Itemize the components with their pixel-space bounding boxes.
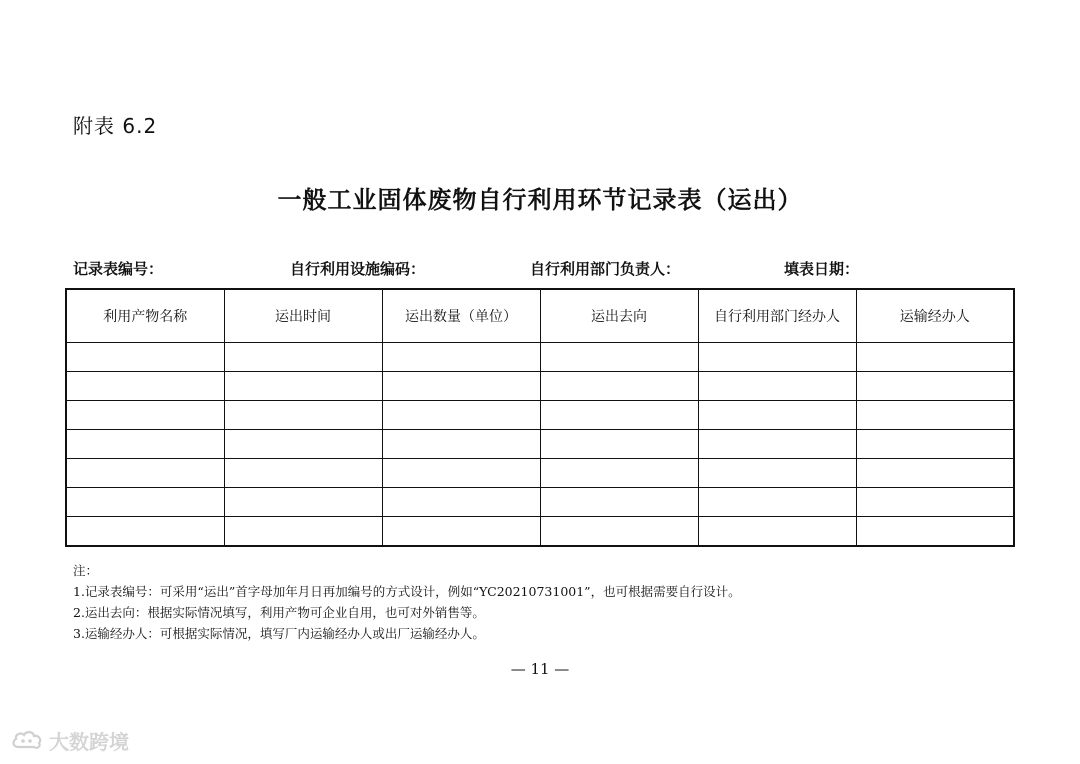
cloud-logo-icon bbox=[10, 729, 44, 753]
table-cell bbox=[382, 343, 540, 372]
table-header-row bbox=[66, 289, 1014, 343]
table-cell bbox=[856, 343, 1014, 372]
table-cell bbox=[698, 488, 856, 517]
table-cell bbox=[856, 372, 1014, 401]
column-header-product-name: 利用产物名称 bbox=[66, 289, 224, 343]
table-cell bbox=[698, 430, 856, 459]
note-item-1: 1.记录表编号：可采用“运出”首字母加年月日再加编号的方式设计，例如“YC20210731001”，也可根据需要自行设计。 bbox=[73, 584, 741, 599]
table-cell bbox=[856, 488, 1014, 517]
table-cell bbox=[698, 343, 856, 372]
table-cell bbox=[224, 343, 382, 372]
notes-section bbox=[73, 560, 741, 644]
table-cell bbox=[698, 401, 856, 430]
department-head-label: 自行利用部门负责人： bbox=[530, 260, 681, 278]
table-cell bbox=[382, 401, 540, 430]
table-cell bbox=[856, 430, 1014, 459]
table-cell bbox=[540, 372, 698, 401]
table-cell bbox=[382, 430, 540, 459]
facility-code-label: 自行利用设施编码： bbox=[290, 260, 426, 278]
table-cell bbox=[698, 517, 856, 547]
table-row bbox=[66, 372, 1014, 401]
table-cell bbox=[382, 488, 540, 517]
note-item-3: 3.运输经办人：可根据实际情况，填写厂内运输经办人或出厂运输经办人。 bbox=[73, 626, 485, 641]
table-cell bbox=[66, 430, 224, 459]
document-title: 一般工业固体废物自行利用环节记录表（运出） bbox=[277, 186, 803, 214]
table-cell bbox=[540, 401, 698, 430]
table-body bbox=[66, 343, 1014, 547]
table-cell bbox=[856, 459, 1014, 488]
note-item-2: 2.运出去向：根据实际情况填写，利用产物可企业自用，也可对外销售等。 bbox=[73, 605, 485, 620]
table-cell bbox=[224, 372, 382, 401]
table-cell bbox=[698, 459, 856, 488]
notes-heading: 注： bbox=[73, 563, 99, 578]
appendix-label: 附表 6.2 bbox=[73, 114, 158, 138]
column-header-department-handler: 自行利用部门经办人 bbox=[698, 289, 856, 343]
column-header-shipping-time: 运出时间 bbox=[224, 289, 382, 343]
column-header-destination: 运出去向 bbox=[540, 289, 698, 343]
watermark-text: 大数跨境 bbox=[49, 730, 129, 754]
table-cell bbox=[382, 517, 540, 547]
table-cell bbox=[66, 343, 224, 372]
table-cell bbox=[224, 459, 382, 488]
table-cell bbox=[540, 430, 698, 459]
table-cell bbox=[66, 401, 224, 430]
column-header-shipping-quantity: 运出数量（单位） bbox=[382, 289, 540, 343]
table-cell bbox=[66, 459, 224, 488]
table-cell bbox=[382, 372, 540, 401]
table-cell bbox=[540, 459, 698, 488]
watermark bbox=[10, 726, 129, 755]
table-row bbox=[66, 517, 1014, 547]
table-row bbox=[66, 459, 1014, 488]
table-cell bbox=[382, 459, 540, 488]
table-cell bbox=[856, 401, 1014, 430]
table-cell bbox=[224, 401, 382, 430]
table-row bbox=[66, 488, 1014, 517]
table-row bbox=[66, 343, 1014, 372]
table-cell bbox=[540, 488, 698, 517]
table-row bbox=[66, 430, 1014, 459]
table-row bbox=[66, 401, 1014, 430]
table-cell bbox=[540, 343, 698, 372]
table-cell bbox=[224, 517, 382, 547]
table-cell bbox=[224, 430, 382, 459]
table-cell bbox=[66, 488, 224, 517]
record-number-label: 记录表编号： bbox=[73, 260, 164, 278]
table-cell bbox=[856, 517, 1014, 547]
table-cell bbox=[66, 372, 224, 401]
table-cell bbox=[224, 488, 382, 517]
column-header-transport-handler: 运输经办人 bbox=[856, 289, 1014, 343]
table-cell bbox=[540, 517, 698, 547]
table-cell bbox=[698, 372, 856, 401]
table-cell bbox=[66, 517, 224, 547]
page-number: — 11 — bbox=[510, 660, 570, 678]
record-table bbox=[65, 288, 1015, 547]
fill-date-label: 填表日期： bbox=[784, 260, 860, 278]
